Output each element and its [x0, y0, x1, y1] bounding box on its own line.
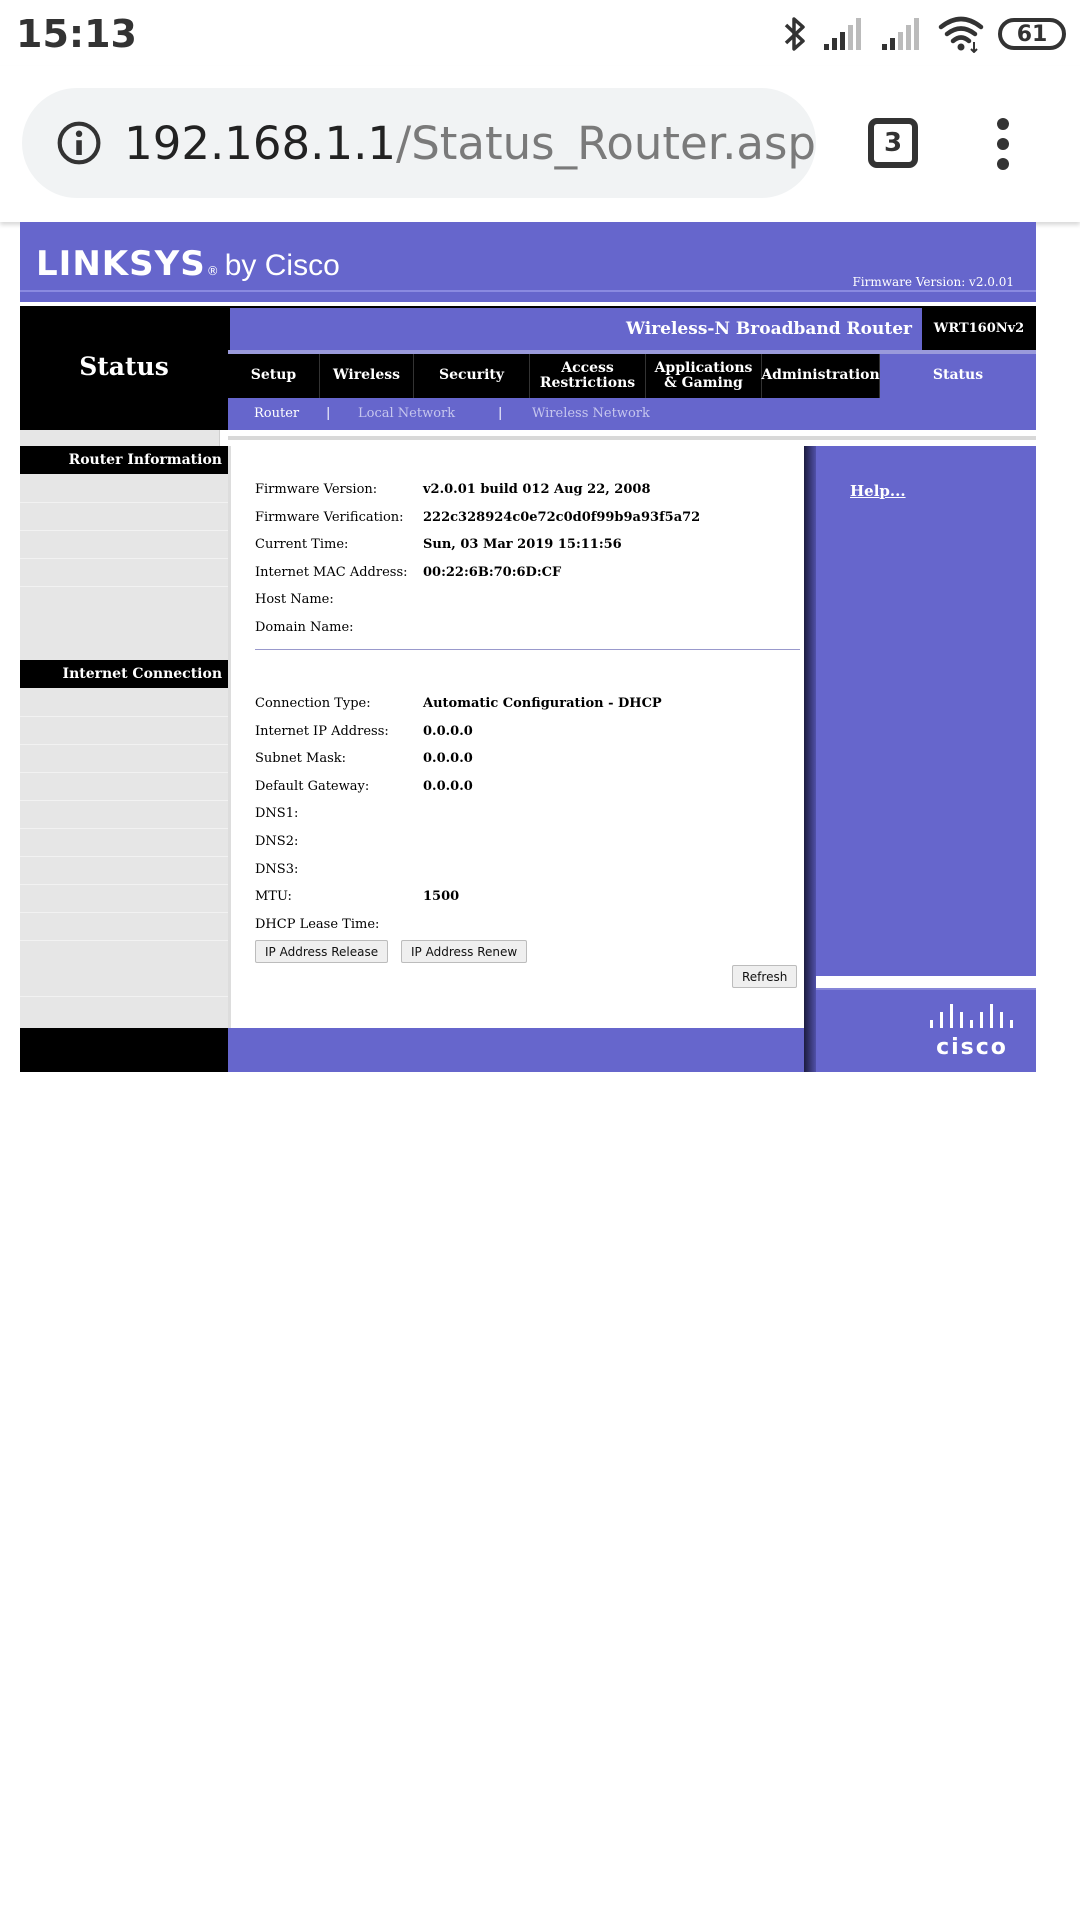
signal-icon [880, 16, 924, 52]
signal-icon [822, 16, 866, 52]
tab-status[interactable]: Status [880, 354, 1036, 398]
system-status-bar [0, 0, 1080, 66]
system-icons [782, 14, 1066, 54]
section-divider [255, 649, 800, 650]
info-row: DNS2: [255, 834, 299, 849]
bluetooth-icon [782, 14, 808, 54]
info-row: Host Name: [255, 592, 334, 607]
refresh-button[interactable]: Refresh [732, 965, 797, 988]
info-row: Internet IP Address: 0.0.0.0 [255, 724, 473, 739]
router-page [20, 222, 1036, 1072]
tab-administration[interactable]: Administration [762, 354, 880, 398]
main-nav [228, 350, 1036, 398]
status-content [228, 446, 804, 1028]
tab-count: 3 [883, 128, 903, 158]
info-row: Internet MAC Address: 00:22:6B:70:6D:CF [255, 565, 562, 580]
browser-toolbar [0, 66, 1080, 222]
mac-address-value: 00:22:6B:70:6D:CF [423, 565, 562, 580]
info-row: DHCP Lease Time: [255, 917, 380, 932]
tab-applications-gaming[interactable]: Applications & Gaming [646, 354, 762, 398]
brand-name: LINKSYS [36, 244, 206, 284]
info-row: DNS1: [255, 806, 299, 821]
tab-switcher-button[interactable] [868, 118, 918, 168]
subtab-local-network[interactable]: Local Network [358, 406, 456, 421]
battery-level: 61 [1016, 21, 1048, 47]
ip-address-value: 0.0.0.0 [423, 724, 473, 739]
current-time-value: Sun, 03 Mar 2019 15:11:56 [423, 537, 622, 552]
section-title-box [20, 306, 228, 430]
info-icon[interactable] [56, 118, 102, 168]
section-header-internet-connection: Internet Connection [20, 660, 228, 688]
footer-bar [228, 1028, 804, 1072]
wifi-icon [938, 15, 984, 53]
info-row: Subnet Mask: 0.0.0.0 [255, 751, 473, 766]
battery-icon [998, 18, 1066, 50]
subtab-separator: | [498, 406, 503, 421]
column-shadow [804, 446, 816, 1072]
subtab-router[interactable]: Router [254, 406, 300, 421]
section-header-router-information: Router Information [20, 446, 228, 474]
tab-access-restrictions[interactable]: Access Restrictions [530, 354, 646, 398]
address-bar[interactable] [22, 88, 816, 198]
ip-release-button[interactable]: IP Address Release [255, 940, 388, 963]
default-gateway-value: 0.0.0.0 [423, 779, 473, 794]
firmware-verification-value: 222c328924c0e72c0d0f99b9a93f5a72 [423, 510, 701, 525]
info-row: Domain Name: [255, 620, 354, 635]
cisco-wordmark: cisco [936, 1035, 1008, 1060]
info-row: DNS3: [255, 862, 299, 877]
tab-wireless[interactable]: Wireless [320, 354, 414, 398]
left-sidebar [20, 446, 228, 1028]
sub-nav [228, 398, 1036, 430]
url-host: 192.168.1.1 [124, 116, 397, 170]
url-text[interactable] [124, 117, 816, 170]
info-row: Firmware Version: v2.0.01 build 012 Aug 22, 2008 [255, 482, 651, 497]
product-row [228, 306, 1036, 350]
info-row: Connection Type: Automatic Configuration - DHCP [255, 696, 662, 711]
firmware-version-value: v2.0.01 build 012 Aug 22, 2008 [423, 482, 651, 497]
info-row: MTU: 1500 [255, 889, 460, 904]
subtab-wireless-network[interactable]: Wireless Network [532, 406, 650, 421]
ip-renew-button[interactable]: IP Address Renew [401, 940, 527, 963]
model-number: WRT160Nv2 [933, 320, 1025, 336]
footer-left [20, 1028, 228, 1072]
cisco-logo [920, 996, 1040, 1060]
info-row: Firmware Verification: 222c328924c0e72c0d0f99b9a93f5a72 [255, 510, 701, 525]
product-name: Wireless-N Broadband Router [230, 308, 922, 350]
connection-type-value: Automatic Configuration - DHCP [423, 696, 662, 711]
mtu-value: 1500 [423, 889, 460, 904]
brand-suffix: by Cisco [224, 249, 340, 282]
tab-security[interactable]: Security [414, 354, 530, 398]
section-title: Status [79, 352, 169, 381]
firmware-version-header: Firmware Version: v2.0.01 [852, 275, 1014, 289]
linksys-logo: LINKSYS ® by Cisco [36, 244, 340, 284]
tab-setup[interactable]: Setup [228, 354, 320, 398]
help-link[interactable]: Help... [850, 482, 906, 500]
subnet-mask-value: 0.0.0.0 [423, 751, 473, 766]
info-row: Current Time: Sun, 03 Mar 2019 15:11:56 [255, 537, 622, 552]
subtab-separator: | [326, 406, 331, 421]
clock: 15:13 [16, 12, 137, 56]
cisco-logo-panel [816, 988, 1036, 1072]
info-row: Default Gateway: 0.0.0.0 [255, 779, 473, 794]
help-panel [816, 446, 1036, 976]
overflow-menu-icon[interactable] [996, 118, 1010, 170]
linksys-header [20, 222, 1036, 302]
url-path: /Status_Router.asp [396, 116, 816, 170]
